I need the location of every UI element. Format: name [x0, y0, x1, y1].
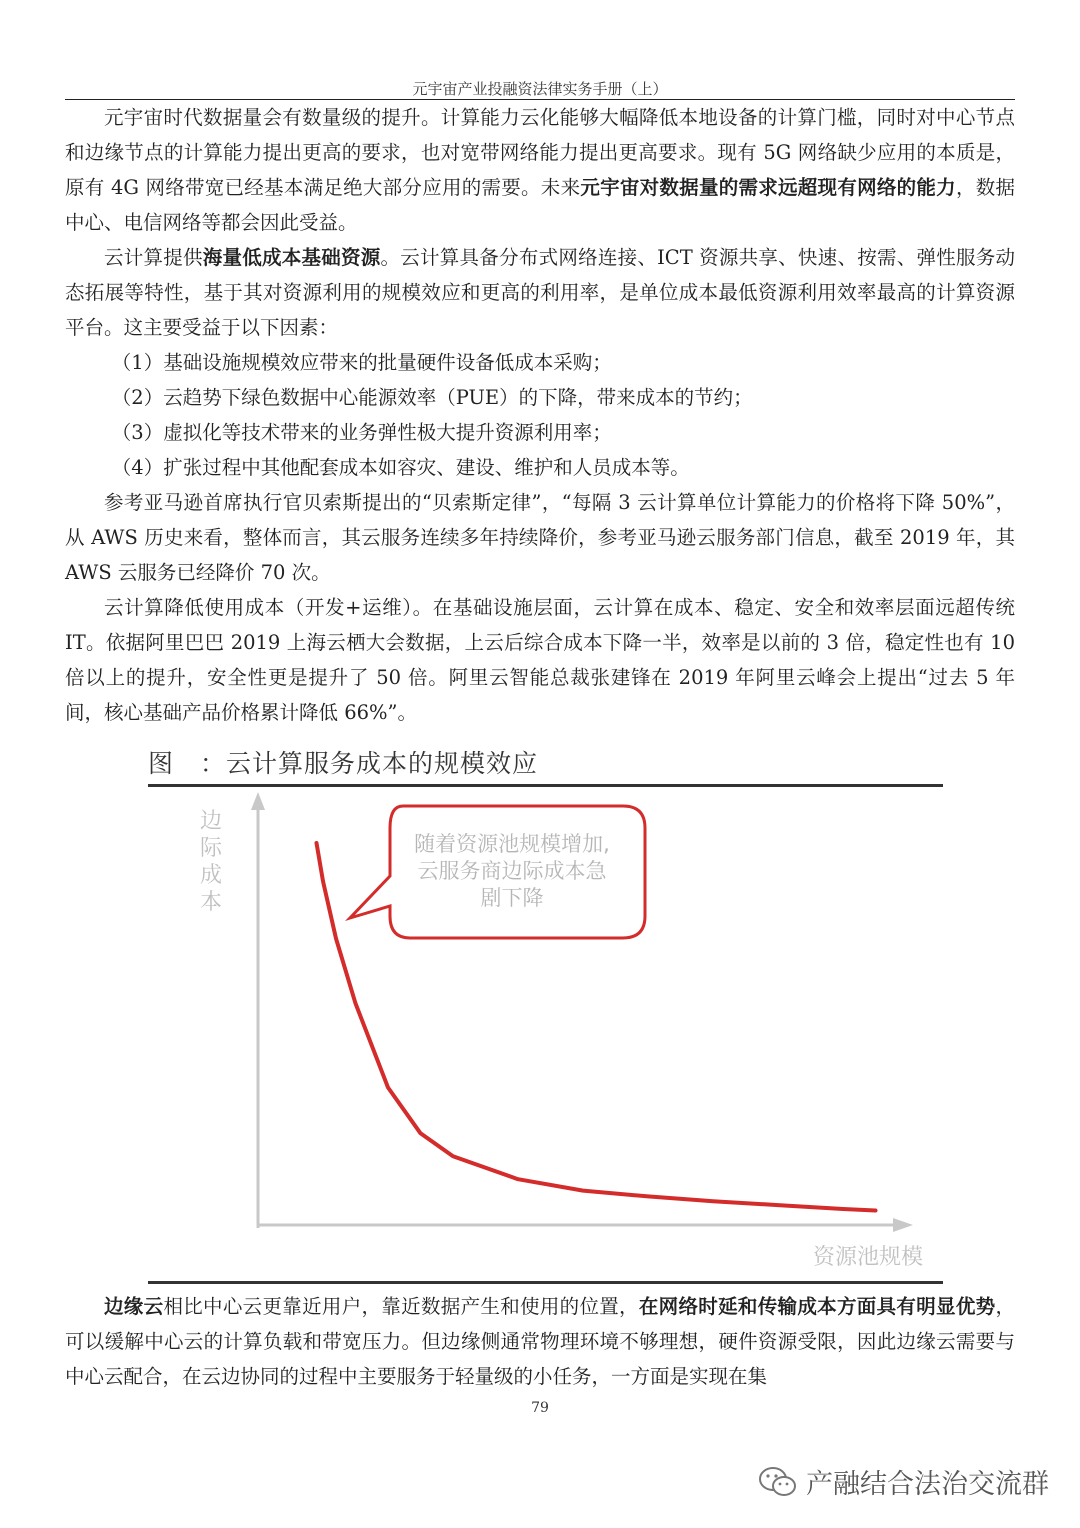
- wechat-icon: [758, 1465, 798, 1499]
- list-item: （3）虚拟化等技术带来的业务弹性极大提升资源利用率；: [111, 421, 612, 444]
- paragraph-4: 云计算降低使用成本（开发+运维）。在基础设施层面，云计算在成本、稳定、安全和效率层面远超传统 IT。依据阿里巴巴 2019 上海云栖大会数据，上云后综合成本下降一半，效率是以前的 3 倍，稳定性也有 10 倍以上的提升，安全性更是提升了 50 倍。阿里云智能总裁张建锋在 2019 年阿里云峰会上提出“过去 5 年间，核心基础产品价格累计降低 66%”。: [65, 596, 1015, 724]
- paragraph-2: [65, 240, 1015, 345]
- list-item: （1）基础设施规模效应带来的批量硬件设备低成本采购；: [111, 351, 612, 374]
- p1-tail: ，数据中心、电信网络等都会因此受益。: [65, 176, 1015, 234]
- watermark: [758, 1462, 1049, 1501]
- y-axis-label-char: 边: [199, 809, 223, 834]
- x-axis-label: 资源池规模: [812, 1245, 924, 1270]
- p5-text-1: 相比中心云更靠近用户，靠近数据产生和使用的位置，: [163, 1295, 639, 1318]
- list-item: （4）扩张过程中其他配套成本如容灾、建设、维护和人员成本等。: [111, 456, 690, 479]
- figure-rule-top: [148, 784, 943, 787]
- p2-lead: 云计算提供: [104, 246, 203, 269]
- body-text-bottom: [65, 1289, 1015, 1394]
- callout-line: 随着资源池规模增加,: [414, 832, 610, 856]
- p1-bold: 元宇宙对数据量的需求远超现有网络的能力: [580, 176, 956, 199]
- body-text-top: [65, 100, 1015, 730]
- callout-line: 云服务商边际成本急: [417, 859, 607, 883]
- page-header: 元宇宙产业投融资法律实务手册（上）: [412, 80, 668, 98]
- p5-bold-2: 在网络时延和传输成本方面具有明显优势: [638, 1295, 996, 1318]
- y-axis-label-char: 成: [199, 863, 223, 888]
- paragraph-5: [65, 1289, 1015, 1394]
- p1-text: 元宇宙时代数据量会有数量级的提升。计算能力云化能够大幅降低本地设备的计算门槛，同时对中心节点和边缘节点的计算能力提出更高的要求，也对宽带网络能力提出更高要求。现有 5G 网络缺少应用的本质是，原有 4G 网络带宽已经基本满足绝大部分应用的需要。未来: [65, 106, 1015, 199]
- x-axis-arrow: [893, 1218, 913, 1232]
- figure-title: 图 ：云计算服务成本的规模效应: [148, 749, 539, 778]
- p2-bold: 海量低成本基础资源: [202, 246, 381, 269]
- p5-text-2: ，可以缓解中心云的计算负载和带宽压力。但边缘侧通常物理环境不够理想，硬件资源受限，因此边缘云需要与中心云配合，在云边协同的过程中主要服务于轻量级的小任务，一方面是实现在集: [65, 1295, 1015, 1388]
- list-item: （2）云趋势下绿色数据中心能源效率（PUE）的下降，带来成本的节约；: [111, 386, 753, 409]
- watermark-text: 产融结合法治交流群: [806, 1469, 1049, 1500]
- p2-text: 。云计算具备分布式网络连接、ICT 资源共享、快速、按需、弹性服务动态拓展等特性，基于其对资源利用的规模效应和更高的利用率，是单位成本最低资源利用效率最高的计算资源平台。这主要受益于以下因素：: [65, 246, 1015, 339]
- cost-scale-chart: [148, 788, 943, 1280]
- callout-line: 剧下降: [480, 886, 544, 910]
- p5-bold-1: 边缘云: [104, 1295, 164, 1318]
- paragraph-1: [65, 100, 1015, 240]
- page-number: 79: [531, 1400, 549, 1416]
- figure-rule-bottom: [148, 1281, 943, 1284]
- paragraph-3: 参考亚马逊首席执行官贝索斯提出的“贝索斯定律”，“每隔 3 云计算单位计算能力的价格将下降 50%”，从 AWS 历史来看，整体而言，其云服务连续多年持续降价，参考亚马逊云服务部门信息，截至 2019 年，其 AWS 云服务已经降价 70 次。: [65, 491, 1015, 584]
- y-axis-label-char: 本: [199, 890, 223, 915]
- y-axis-label-char: 际: [199, 836, 223, 861]
- y-axis-arrow: [251, 792, 265, 810]
